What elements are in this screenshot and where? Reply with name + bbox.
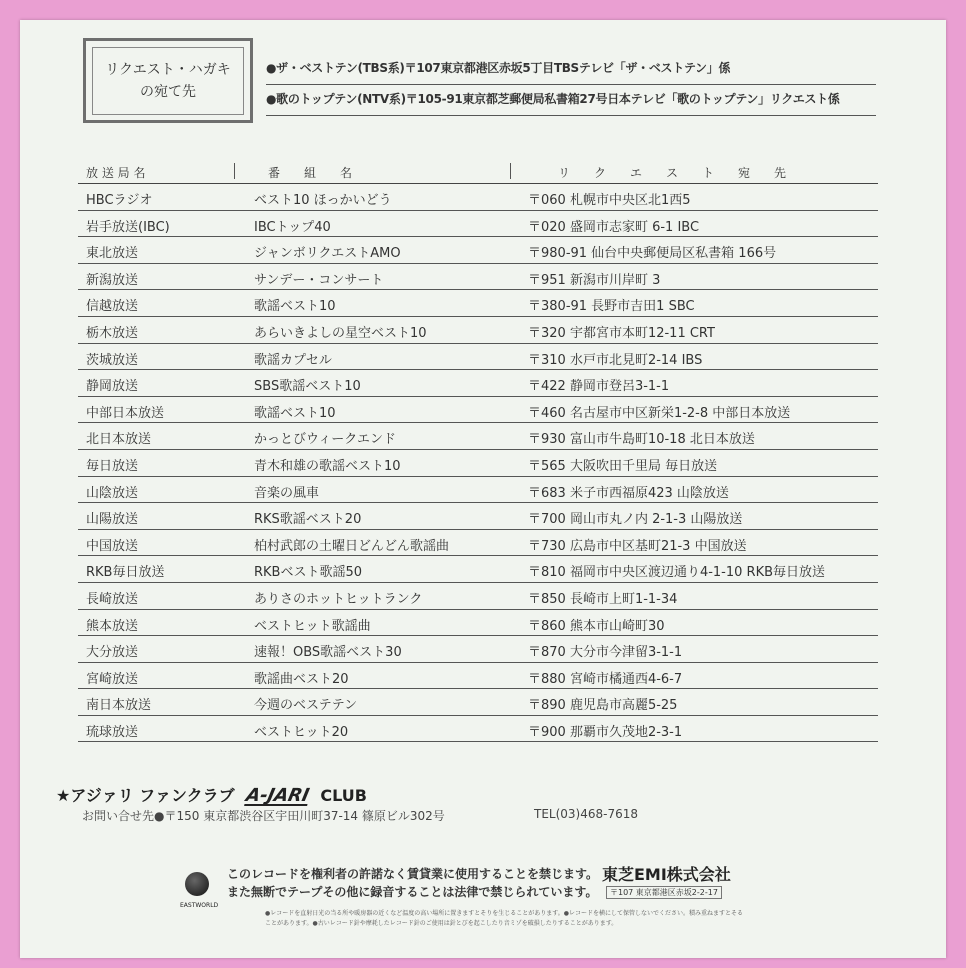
program-cell: 今週のベステテン — [254, 698, 358, 714]
request-box-line1: リクエスト・ハガキ — [105, 61, 231, 78]
table-row — [78, 636, 878, 663]
program-cell: ありさのホットヒットランク — [254, 591, 423, 607]
program-cell: ベスト10 ほっかいどう — [254, 193, 392, 208]
club-suffix: CLUB — [320, 786, 367, 805]
table-row — [78, 689, 878, 716]
station-cell: 茨城放送 — [86, 352, 139, 368]
table-header — [78, 161, 878, 184]
table-row — [78, 556, 878, 583]
station-cell: 大分放送 — [86, 645, 139, 661]
program-cell: 歌謡ベスト10 — [254, 299, 336, 315]
address-cell: 〒880 宮崎市橘通西4-6-7 — [528, 671, 683, 687]
program-cell: 歌謡ベスト10 — [254, 405, 336, 421]
program-cell: あらいきよしの星空ベスト10 — [254, 325, 427, 341]
address-cell: 〒980-91 仙台中央郵便局区私書箱 166号 — [528, 246, 777, 262]
station-cell: 琉球放送 — [86, 724, 139, 740]
table-row — [78, 477, 878, 504]
address-cell: 〒320 宇都宮市本町12-11 CRT — [528, 325, 715, 341]
table-row — [78, 317, 878, 344]
table-row — [78, 344, 878, 371]
address-cell: 〒870 大分市今津留3-1-1 — [528, 645, 683, 661]
program-cell: ジャンボリクエストAMO — [254, 246, 401, 262]
request-postcard-box-inner — [92, 47, 244, 115]
station-cell: 栃木放送 — [86, 325, 139, 341]
copyright-notice — [227, 865, 598, 901]
table-row — [78, 211, 878, 238]
address-cell: 〒683 米子市西福原423 山陰放送 — [528, 485, 729, 501]
ajari-logo: A-JARI — [244, 785, 312, 806]
program-cell: サンデー・コンサート — [254, 272, 384, 288]
program-cell: ベストヒット20 — [254, 724, 349, 740]
program-cell: 歌謡曲ベスト20 — [254, 671, 349, 687]
program-cell: 歌謡カプセル — [254, 352, 332, 368]
header-program: 番 組 名 — [268, 166, 353, 180]
header-station: 放 送 局 名 — [86, 166, 146, 180]
program-cell: かっとびウィークエンド — [254, 432, 396, 448]
station-cell: 南日本放送 — [86, 698, 152, 714]
station-cell: 宮崎放送 — [86, 671, 139, 687]
station-cell: 毎日放送 — [86, 458, 139, 474]
contact-address: お問い合せ先●〒150 東京都渋谷区宇田川町37-14 篠原ビル302号 — [82, 809, 445, 823]
top-request-lines — [266, 58, 876, 120]
company-name: 東芝EMI株式会社 — [602, 865, 731, 884]
fan-club-title — [56, 783, 367, 806]
address-cell: 〒700 岡山市丸ノ内 2-1-3 山陽放送 — [528, 512, 743, 528]
table-row — [78, 663, 878, 690]
notice-line1: このレコードを権利者の許諾なく賃貸業に使用することを禁じます。 — [227, 867, 599, 881]
club-prefix: ★アジァリ ファンクラブ — [56, 786, 235, 805]
address-cell: 〒810 福岡市中央区渡辺通り4-1-10 RKB毎日放送 — [528, 565, 826, 581]
top-line-top10: ●歌のトップテン(NTV系)〒105-91東京都芝郵便局私書箱27号日本テレビ「歌のトップテン」リクエスト係 — [266, 89, 876, 116]
program-cell: RKBベスト歌謡50 — [254, 565, 363, 581]
table-row — [78, 397, 878, 424]
address-cell: 〒930 富山市牛島町10-18 北日本放送 — [528, 432, 755, 448]
table-body — [78, 184, 878, 742]
station-cell: 山陰放送 — [86, 485, 139, 501]
table-row — [78, 237, 878, 264]
station-cell: 中国放送 — [86, 538, 139, 554]
address-cell: 〒860 熊本市山崎町30 — [528, 618, 665, 634]
address-cell: 〒900 那覇市久茂地2-3-1 — [528, 724, 683, 740]
address-cell: 〒565 大阪吹田千里局 毎日放送 — [528, 458, 718, 474]
program-cell: IBCトップ40 — [254, 219, 331, 235]
table-row — [78, 290, 878, 317]
program-cell: RKS歌謡ベスト20 — [254, 512, 362, 528]
address-cell: 〒380-91 長野市吉田1 SBC — [528, 299, 695, 315]
address-cell: 〒310 水戸市北見町2-14 IBS — [528, 352, 703, 368]
table-row — [78, 264, 878, 291]
eastworld-label: EASTWORLD — [180, 902, 219, 909]
care-fine-print: ●レコードを直射日光の当る所や暖房器の近くなど温度の高い場所に置きますとそりを生じることがあります。●レコードを横にして保管しないでください。積み重ねますとそることがあります。●古いレコード針や摩耗したレコード針のご使用は針とびを起こしたり音ミゾを破損したりすることがあります。 — [265, 910, 743, 927]
address-cell: 〒422 静岡市登呂3-1-1 — [528, 379, 670, 395]
table-row — [78, 583, 878, 610]
address-cell: 〒951 新潟市川岸町 3 — [528, 272, 661, 288]
table-row — [78, 530, 878, 557]
request-box-line2: の宛て先 — [140, 83, 196, 100]
table-row — [78, 423, 878, 450]
station-cell: 信越放送 — [86, 299, 139, 315]
address-cell: 〒020 盛岡市志家町 6-1 IBC — [528, 219, 700, 235]
station-cell: 岩手放送(IBC) — [86, 219, 170, 235]
notice-line2: また無断でテープその他に録音することは法律で禁じられています。 — [227, 885, 598, 899]
contact-tel: TEL(03)468-7618 — [534, 807, 639, 821]
program-cell: 音楽の風車 — [254, 485, 320, 501]
program-cell: 速報！OBS歌謡ベスト30 — [254, 645, 402, 661]
address-cell: 〒850 長崎市上町1-1-34 — [528, 591, 678, 607]
station-cell: RKB毎日放送 — [86, 565, 165, 581]
table-row — [78, 370, 878, 397]
station-cell: 長崎放送 — [86, 591, 139, 607]
station-cell: 熊本放送 — [86, 618, 139, 634]
header-address: リ ク エ ス ト 宛 先 — [558, 166, 787, 180]
table-row — [78, 184, 878, 211]
station-cell: 山陽放送 — [86, 512, 139, 528]
header-divider — [234, 163, 235, 179]
station-cell: 中部日本放送 — [86, 405, 165, 421]
station-table — [78, 161, 878, 742]
table-row — [78, 450, 878, 477]
program-cell: SBS歌謡ベスト10 — [254, 379, 361, 395]
request-postcard-box — [83, 38, 253, 123]
program-cell: 青木和雄の歌謡ベスト10 — [254, 458, 401, 474]
station-cell: 東北放送 — [86, 246, 139, 262]
table-row — [78, 610, 878, 637]
table-row — [78, 716, 878, 743]
station-cell: 新潟放送 — [86, 272, 139, 288]
table-row — [78, 503, 878, 530]
header-divider — [510, 163, 511, 179]
fan-club-contact — [82, 807, 639, 824]
address-cell: 〒730 広島市中区基町21-3 中国放送 — [528, 538, 747, 554]
program-cell: ベストヒット歌謡曲 — [254, 618, 371, 634]
address-cell: 〒460 名古屋市中区新栄1-2-8 中部日本放送 — [528, 405, 791, 421]
address-cell: 〒060 札幌市中央区北1西5 — [528, 193, 691, 208]
station-cell: HBCラジオ — [86, 193, 153, 208]
eastworld-logo-icon — [185, 872, 209, 896]
company-address: 〒107 東京都港区赤坂2-2-17 — [606, 886, 722, 899]
station-cell: 静岡放送 — [86, 379, 139, 395]
record-insert-sheet — [20, 20, 946, 958]
program-cell: 柏村武郎の土曜日どんどん歌謡曲 — [254, 538, 450, 554]
address-cell: 〒890 鹿児島市高麗5-25 — [528, 698, 678, 714]
top-line-bestten: ●ザ・ベストテン(TBS系)〒107東京都港区赤坂5丁目TBSテレビ「ザ・ベストテン」係 — [266, 58, 876, 85]
station-cell: 北日本放送 — [86, 432, 152, 448]
